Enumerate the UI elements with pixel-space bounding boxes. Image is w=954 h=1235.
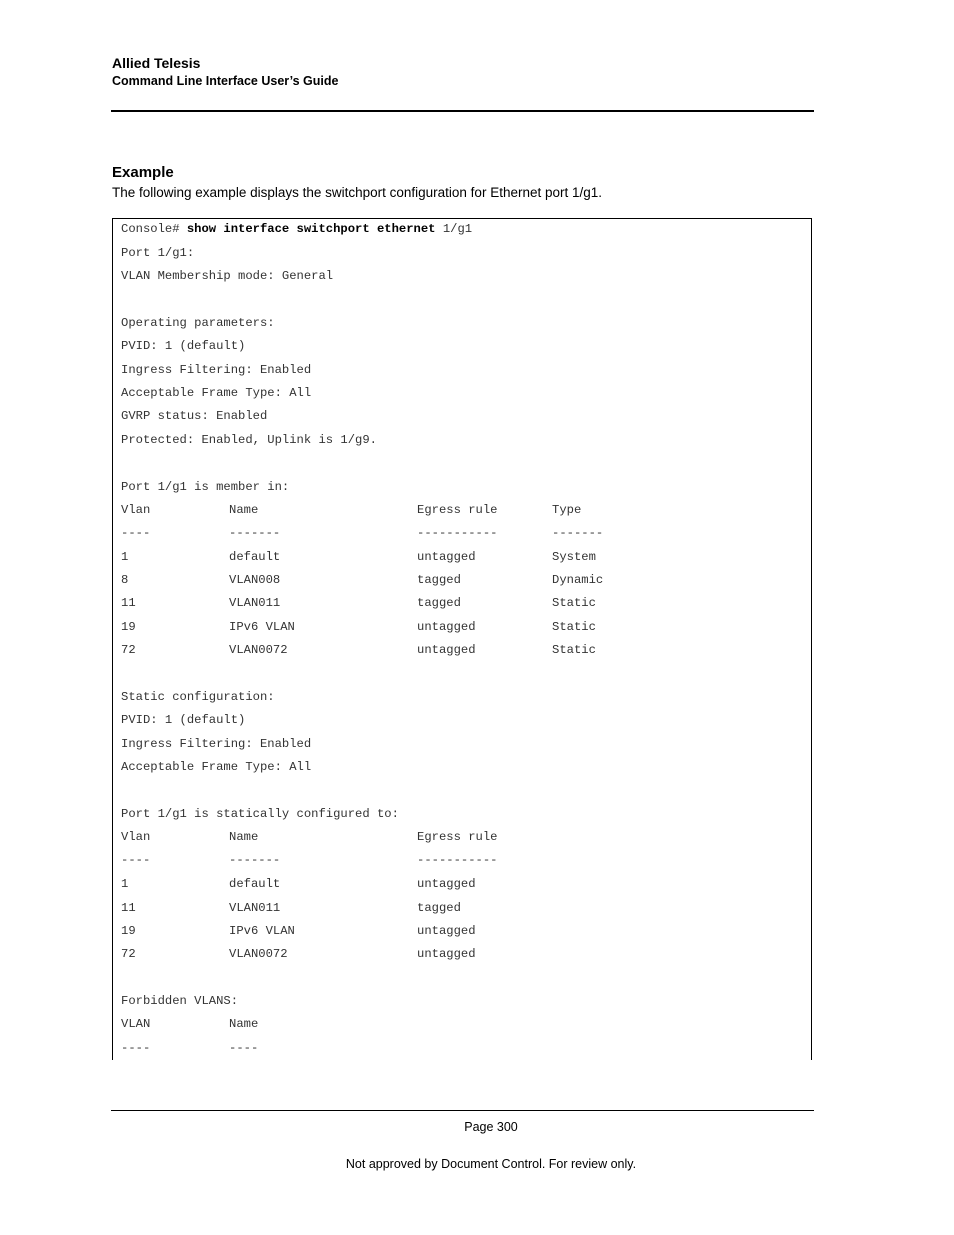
cell-name: default (229, 877, 281, 891)
static-members-heading: Port 1/g1 is statically configured to: (121, 807, 399, 821)
cell-egress: untagged (417, 550, 476, 564)
separator: ---- (121, 1041, 151, 1055)
cell-vlan: 1 (121, 877, 129, 891)
cell-name: VLAN0072 (229, 643, 288, 657)
footer-divider (111, 1110, 814, 1111)
static-config-frame-type: Acceptable Frame Type: All (121, 760, 312, 774)
column-header: Vlan (121, 830, 151, 844)
cell-name: VLAN011 (229, 596, 281, 610)
separator: ------- (229, 853, 281, 867)
cell-vlan: 19 (121, 924, 136, 938)
member-table-separator (121, 524, 604, 542)
company-name: Allied Telesis (112, 55, 201, 71)
column-header: Egress rule (417, 830, 498, 844)
column-header: Name (229, 830, 259, 844)
cell-vlan: 19 (121, 620, 136, 634)
separator: ---- (229, 1041, 259, 1055)
table-row (121, 571, 604, 589)
cell-egress: tagged (417, 901, 461, 915)
cell-type: Dynamic (552, 573, 604, 587)
table-row (121, 875, 476, 893)
column-header: Name (229, 1017, 259, 1031)
separator: ------- (552, 526, 604, 540)
cell-vlan: 8 (121, 573, 129, 587)
page-number: Page 300 (464, 1120, 518, 1134)
separator: ----------- (417, 853, 498, 867)
static-table-separator (121, 851, 498, 869)
cell-egress: untagged (417, 947, 476, 961)
cell-name: VLAN0072 (229, 947, 288, 961)
cell-type: Static (552, 620, 596, 634)
cell-name: IPv6 VLAN (229, 924, 295, 938)
cell-egress: untagged (417, 620, 476, 634)
static-config-heading: Static configuration: (121, 690, 275, 704)
separator: ---- (121, 853, 151, 867)
column-header: Egress rule (417, 503, 498, 517)
guide-title: Command Line Interface User’s Guide (112, 74, 339, 88)
column-header: Type (552, 503, 582, 517)
section-title: Example (112, 164, 174, 181)
operating-protected: Protected: Enabled, Uplink is 1/g9. (121, 433, 377, 447)
operating-heading: Operating parameters: (121, 316, 275, 330)
console-argument: 1/g1 (435, 222, 473, 236)
table-row (121, 922, 476, 940)
member-heading: Port 1/g1 is member in: (121, 480, 290, 494)
cell-egress: untagged (417, 877, 476, 891)
operating-pvid: PVID: 1 (default) (121, 339, 246, 353)
table-row (121, 641, 596, 659)
separator: ---- (121, 526, 151, 540)
operating-ingress: Ingress Filtering: Enabled (121, 363, 312, 377)
cell-egress: tagged (417, 573, 461, 587)
table-row (121, 618, 596, 636)
static-table-header (121, 828, 498, 846)
cell-name: VLAN008 (229, 573, 281, 587)
column-header: Name (229, 503, 259, 517)
table-row (121, 548, 596, 566)
command-line (121, 220, 472, 238)
cell-vlan: 1 (121, 550, 129, 564)
static-config-ingress: Ingress Filtering: Enabled (121, 737, 312, 751)
operating-frame-type: Acceptable Frame Type: All (121, 386, 312, 400)
cell-vlan: 11 (121, 596, 136, 610)
cell-name: IPv6 VLAN (229, 620, 295, 634)
separator: ------- (229, 526, 281, 540)
review-notice: Not approved by Document Control. For review only. (345, 1157, 637, 1171)
forbidden-table-header (121, 1015, 259, 1033)
separator: ----------- (417, 526, 498, 540)
forbidden-heading: Forbidden VLANS: (121, 994, 239, 1008)
cell-type: System (552, 550, 596, 564)
cell-egress: untagged (417, 924, 476, 938)
operating-gvrp: GVRP status: Enabled (121, 409, 268, 423)
cell-vlan: 11 (121, 901, 136, 915)
member-table-header (121, 501, 582, 519)
cell-name: default (229, 550, 281, 564)
table-row (121, 945, 476, 963)
forbidden-table-separator (121, 1039, 259, 1057)
console-command: show interface switchport ethernet (186, 222, 436, 236)
table-row (121, 899, 461, 917)
cell-vlan: 72 (121, 947, 136, 961)
table-row (121, 594, 596, 612)
console-prompt: Console# (121, 222, 187, 236)
cell-type: Static (552, 643, 596, 657)
header-divider (111, 110, 814, 112)
cell-egress: tagged (417, 596, 461, 610)
static-config-pvid: PVID: 1 (default) (121, 713, 246, 727)
column-header: VLAN (121, 1017, 151, 1031)
cell-name: VLAN011 (229, 901, 281, 915)
column-header: Vlan (121, 503, 151, 517)
cell-egress: untagged (417, 643, 476, 657)
port-line: Port 1/g1: (121, 246, 195, 260)
cell-type: Static (552, 596, 596, 610)
cell-vlan: 72 (121, 643, 136, 657)
section-description: The following example displays the switchport configuration for Ethernet port 1/g1. (112, 185, 603, 200)
membership-mode-line: VLAN Membership mode: General (121, 269, 334, 283)
